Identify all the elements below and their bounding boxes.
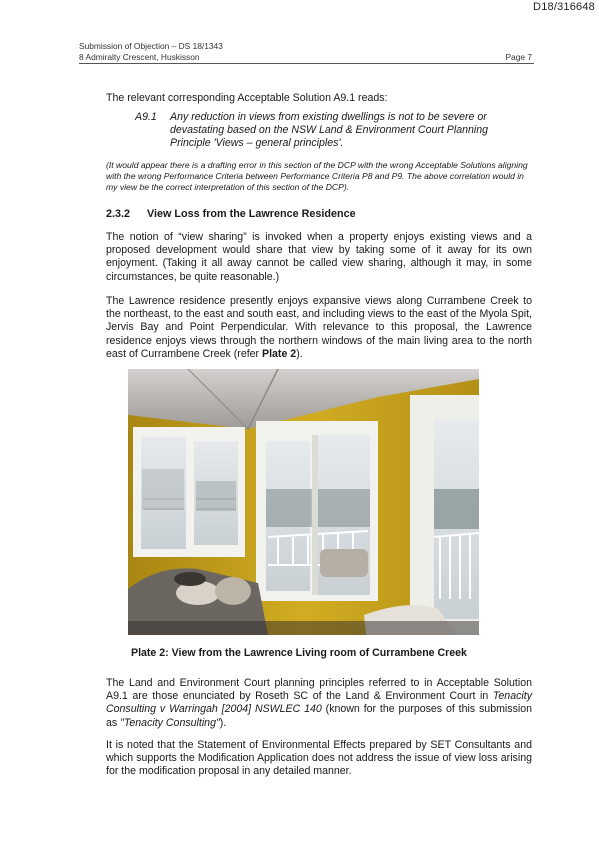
plate-reference: Plate 2 [262,347,297,360]
header-divider [79,63,534,64]
intro-paragraph: The relevant corresponding Acceptable Solution A9.1 reads: [106,92,388,104]
quote-text: Any reduction in views from existing dwellings is not to be severe or devastating based on the NSW Land & Environment Court Planning Principle 'Views – general principles'. [170,111,489,150]
case-short-name: "Tenacity Consulting" [120,716,220,729]
view-sharing-paragraph: The notion of “view sharing” is invoked when a property enjoys existing views and a proposed development would share that view by taking some of it away for its own enjoyment. (Taking it all away cannot be called view sharing, although it may, in some circumstances, be quite reasonable.) [106,231,532,283]
header-title: Submission of Objection – DS 18/1343 [79,41,223,51]
lawrence-views-paragraph [106,295,532,361]
quote-number: A9.1 [135,111,157,123]
document-id-stamp: D18/316648 [533,1,595,13]
court-principles-end: ). [219,716,227,729]
see-paragraph: It is noted that the Statement of Environmental Effects prepared by SET Consultants and which supports the Modification Application does not address the issue of view loss arising for the modification proposal in any detailed manner. [106,739,532,778]
header-address: 8 Admiralty Crescent, Huskisson [79,51,200,62]
page-number: Page 7 [505,51,532,62]
section-heading [106,208,356,220]
court-principles-text: The Land and Environment Court planning principles referred to in Acceptable Solution A9.1 are those enunciated by Roseth SC of the Land & Environment Court in [106,677,532,703]
lawrence-views-end: ). [296,347,303,360]
page-header [79,41,534,62]
plate-2-photo [128,369,479,635]
section-number: 2.3.2 [106,208,131,220]
section-title: View Loss from the Lawrence Residence [147,208,356,220]
case-citation: Tenacity Consulting v Warringah [2004] NSWLEC 140 [106,690,532,716]
lawrence-views-text: The Lawrence residence presently enjoys expansive views along Currambene Creek to the northeast, to the east and south east, and including views to the east of the Myola Spit, Jervis Bay and Point Perpendicular. With relevance to this proposal, the Lawrence residence enjoys views through the northern windows of the main living area to the north east of Currambene Creek (refer [106,295,532,360]
court-principles-text-2: (known for the purposes of this submission as [106,703,532,729]
drafting-note: (It would appear there is a drafting error in this section of the DCP with the wrong Acceptable Solutions aligning with the wrong Performance Criteria between Performance Criteria P8 and P9. The above correlation would in my view be the correct interpretation of this section of the DCP). [106,160,528,192]
court-principles-paragraph [106,677,532,730]
plate-caption: Plate 2: View from the Lawrence Living room of Currambene Creek [131,647,467,659]
